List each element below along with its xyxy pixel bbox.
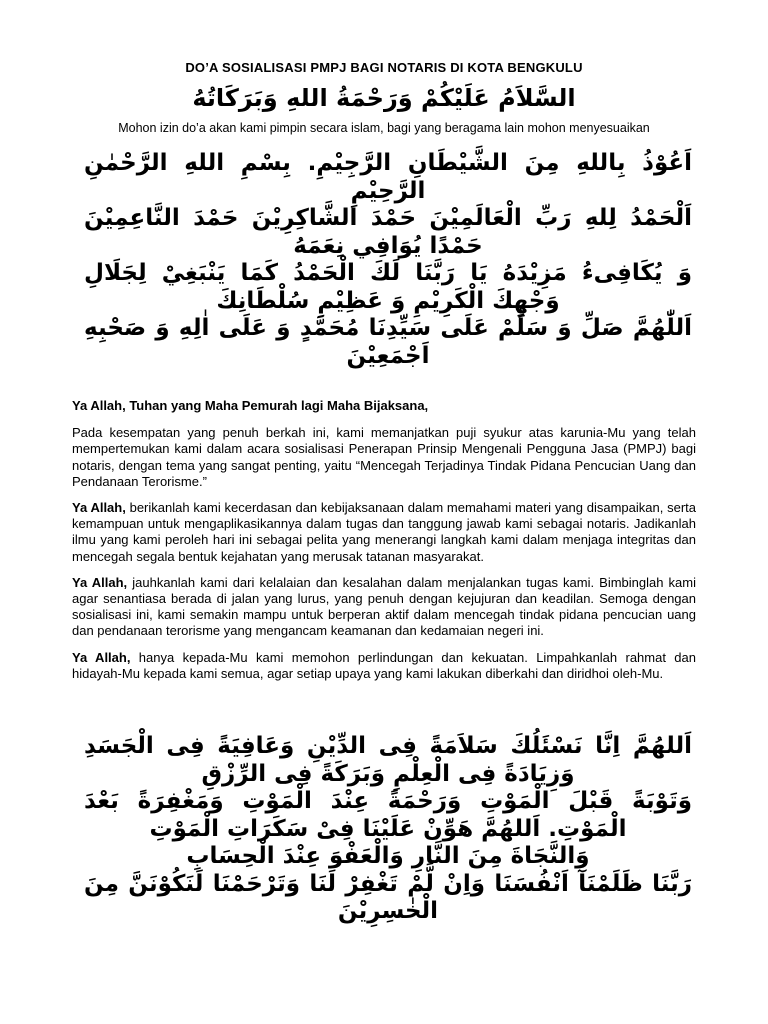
paragraph (72, 575, 696, 640)
opening-prayer-line: اَللّٰهُمَّ صَلِّ وَ سَلِّمْ عَلَى سَيِّدِنَا مُحَمَّدٍ وَ عَلَى اٰلِهِ وَ صَحْبِهِ اَجْمَعِيْنَ (84, 315, 692, 369)
opening-prayer-line: اَعُوْذُ بِاللهِ مِنَ الشَّيْطَانِ الرَّجِيْمِ. بِسْمِ اللهِ الرَّحْمٰنِ الرَّحِيْمِ (84, 150, 692, 204)
paragraph (72, 650, 696, 682)
invocation-heading: Ya Allah, Tuhan yang Maha Pemurah lagi Maha Bijaksana, (72, 398, 429, 413)
prayer-body (72, 398, 696, 692)
opening-prayer-line: اَلْحَمْدُ لِلهِ رَبِّ الْعَالَمِيْنَ حَمْدَ الشَّاكِرِيْنَ حَمْدَ النَّاعِمِيْنَ حَمْدًا يُوَافِي نِعَمَهُ (84, 205, 692, 259)
document-title: DO’A SOSIALISASI PMPJ BAGI NOTARIS DI KOTA BENGKULU (185, 60, 583, 75)
opening-prayer (84, 150, 692, 370)
closing-prayer-line: وَتَوْبَةً قَبْلَ الْمَوْتِ وَرَحْمَةً عِنْدَ الْمَوْتِ وَمَغْفِرَةً بَعْدَ الْمَوْتِ. اَللهُمَّ هَوِّنْ عَلَيْنَا فِىْ سَكَرَاتِ الْمَوْتِ (84, 788, 692, 842)
closing-prayer-line: وَالنَّجَاةَ مِنَ النَّارِ وَالْعَفْوَ عِنْدَ الْحِسَابِ (186, 843, 590, 869)
paragraph-lead: Ya Allah, (72, 649, 131, 665)
opening-prayer-line: وَ يُكَافِىءُ مَزِيْدَهُ يَا رَبَّنَا لَكَ الْحَمْدُ كَمَا يَنْبَغِيْ لِجَلَالِ وَجْهِكَ الْكَرِيْمِ وَ عَظِيْمِ سُلْطَانِكَ (84, 260, 692, 314)
closing-prayer-line: اَللهُمَّ اِنَّا نَسْئَلُكَ سَلاَمَةً فِى الدِّيْنِ وَعَافِيَةً فِى الْجَسَدِ وَزِيَادَةً فِى الْعِلْمِ وَبَرَكَةً فِى الرِّزْقِ (84, 733, 692, 787)
paragraph-text: berikanlah kami kecerdasan dan kebijaksanaan dalam memahami materi yang disampaikan, serta kemampuan untuk mengaplikasikannya dalam tugas dan tanggung jawab kami sebagai notaris. Jadikanlah ilmu yang kami peroleh hari ini sebagai pelita yang menerangi langkah kami dalam menjaga integritas dan mencegah segala bentuk kejahatan yang merusak tatanan masyarakat. (72, 500, 696, 564)
paragraph-text: jauhkanlah kami dari kelalaian dan kesalahan dalam menjalankan tugas kami. Bimbinglah kami agar senantiasa berada di jalan yang lurus, yang penuh dengan kejujuran dan keadilan. Semoga dengan sosialisasi ini, kami semakin mampu untuk berperan aktif dalam mencegah tindak pidana pencucian uang dan pendanaan terorisme yang mengancam keamanan dan kedamaian negeri ini. (72, 574, 696, 639)
paragraph-lead: Ya Allah, (72, 500, 126, 516)
salam-greeting: السَّلاَمُ عَلَيْكُمْ وَرَحْمَةُ اللهِ وَبَرَكَاتُهُ (192, 84, 576, 112)
paragraph: Pada kesempatan yang penuh berkah ini, kami memanjatkan puji syukur atas karunia-Mu yang telah mempertemukan kami dalam acara sosialisasi Penerapan Prinsip Mengenali Pengguna Jasa (PMPJ) bagi notaris, dengan tema yang sangat penting, yaitu “Mencegah Terjadinya Tindak Pidana Pencucian Uang dan Pendanaan Terorisme.” (72, 425, 696, 489)
paragraph (72, 500, 696, 565)
paragraph-text: hanya kepada-Mu kami memohon perlindungan dan kekuatan. Limpahkanlah rahmat dan hidayah-Mu kepada kami semua, agar setiap upaya yang kami lakukan diberkahi dan diridhoi oleh-Mu. (72, 649, 696, 681)
closing-prayer (84, 733, 692, 926)
paragraph-lead: Ya Allah, (72, 574, 128, 590)
permission-note: Mohon izin do’a akan kami pimpin secara islam, bagi yang beragama lain mohon menyesuaikan (118, 121, 650, 135)
closing-prayer-line: رَبَّنَا ظَلَمْنَآ اَنْفُسَنَا وَاِنْ لَّمْ تَغْفِرْ لَنَا وَتَرْحَمْنَا لَنَكُوْنَنَّ مِنَ الْخٰسِرِيْنَ (84, 870, 692, 924)
